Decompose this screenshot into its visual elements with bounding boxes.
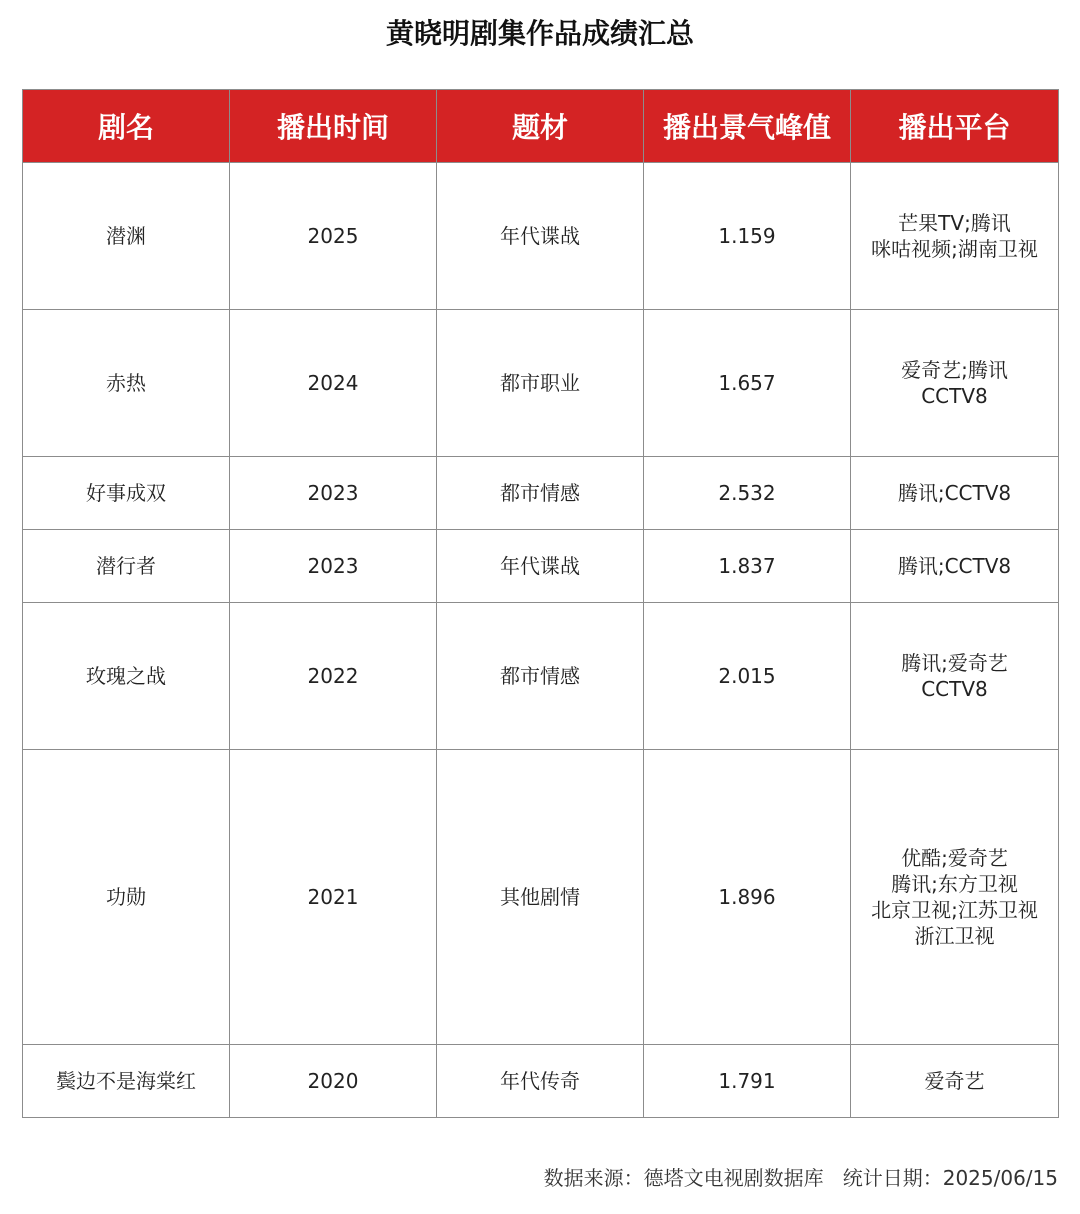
column-header-title: 剧名	[23, 90, 230, 163]
table-row	[23, 163, 1059, 310]
cell-peak: 1.791	[644, 1045, 851, 1118]
cell-platform	[851, 750, 1059, 1045]
table-row	[23, 1045, 1059, 1118]
platform-line: CCTV8	[921, 677, 988, 701]
cell-peak: 1.159	[644, 163, 851, 310]
platform-line: CCTV8	[921, 384, 988, 408]
platform-line: 浙江卫视	[914, 924, 995, 948]
footer-note	[544, 1162, 1058, 1194]
cell-air-date: 2021	[230, 750, 437, 1045]
cell-air-date: 2025	[230, 163, 437, 310]
cell-genre: 年代传奇	[437, 1045, 644, 1118]
cell-title: 潜渊	[23, 163, 230, 310]
cell-genre: 其他剧情	[437, 750, 644, 1045]
works-table	[22, 89, 1059, 1118]
cell-genre: 都市情感	[437, 457, 644, 530]
cell-peak: 2.532	[644, 457, 851, 530]
cell-title: 鬓边不是海棠红	[23, 1045, 230, 1118]
cell-genre: 年代谍战	[437, 530, 644, 603]
cell-title: 赤热	[23, 310, 230, 457]
table-row	[23, 310, 1059, 457]
footer-source: 数据来源：德塔文电视剧数据库	[543, 1166, 824, 1190]
platform-line: 优酷;爱奇艺	[901, 846, 1008, 870]
cell-genre: 都市职业	[437, 310, 644, 457]
platform-line: 腾讯;CCTV8	[897, 554, 1012, 578]
cell-platform	[851, 530, 1059, 603]
cell-genre: 都市情感	[437, 603, 644, 750]
table-row	[23, 530, 1059, 603]
cell-air-date: 2020	[230, 1045, 437, 1118]
table-row	[23, 750, 1059, 1045]
platform-line: 北京卫视;江苏卫视	[871, 898, 1038, 922]
cell-platform	[851, 310, 1059, 457]
cell-platform	[851, 603, 1059, 750]
cell-title: 玫瑰之战	[23, 603, 230, 750]
cell-peak: 1.896	[644, 750, 851, 1045]
column-header-peak: 播出景气峰值	[644, 90, 851, 163]
cell-platform	[851, 1045, 1059, 1118]
platform-line: 咪咕视频;湖南卫视	[871, 237, 1038, 261]
cell-platform	[851, 163, 1059, 310]
table-row	[23, 457, 1059, 530]
column-header-genre: 题材	[437, 90, 644, 163]
cell-peak: 2.015	[644, 603, 851, 750]
cell-genre: 年代谍战	[437, 163, 644, 310]
cell-platform	[851, 457, 1059, 530]
cell-title: 潜行者	[23, 530, 230, 603]
column-header-air-date: 播出时间	[230, 90, 437, 163]
table-row	[23, 603, 1059, 750]
page-title: 黄晓明剧集作品成绩汇总	[385, 17, 694, 50]
platform-line: 爱奇艺;腾讯	[901, 358, 1008, 382]
table-body	[23, 163, 1059, 1118]
cell-title: 好事成双	[23, 457, 230, 530]
cell-title: 功勋	[23, 750, 230, 1045]
platform-line: 腾讯;爱奇艺	[901, 651, 1008, 675]
footer-date: 统计日期：2025/06/15	[842, 1166, 1058, 1190]
cell-air-date: 2024	[230, 310, 437, 457]
platform-line: 腾讯;CCTV8	[897, 481, 1012, 505]
cell-peak: 1.657	[644, 310, 851, 457]
cell-air-date: 2022	[230, 603, 437, 750]
cell-air-date: 2023	[230, 457, 437, 530]
cell-peak: 1.837	[644, 530, 851, 603]
platform-line: 芒果TV;腾讯	[898, 211, 1011, 235]
cell-air-date: 2023	[230, 530, 437, 603]
column-header-platform: 播出平台	[851, 90, 1059, 163]
platform-line: 爱奇艺	[924, 1069, 985, 1093]
table-header-row	[23, 90, 1059, 163]
platform-line: 腾讯;东方卫视	[891, 872, 1018, 896]
